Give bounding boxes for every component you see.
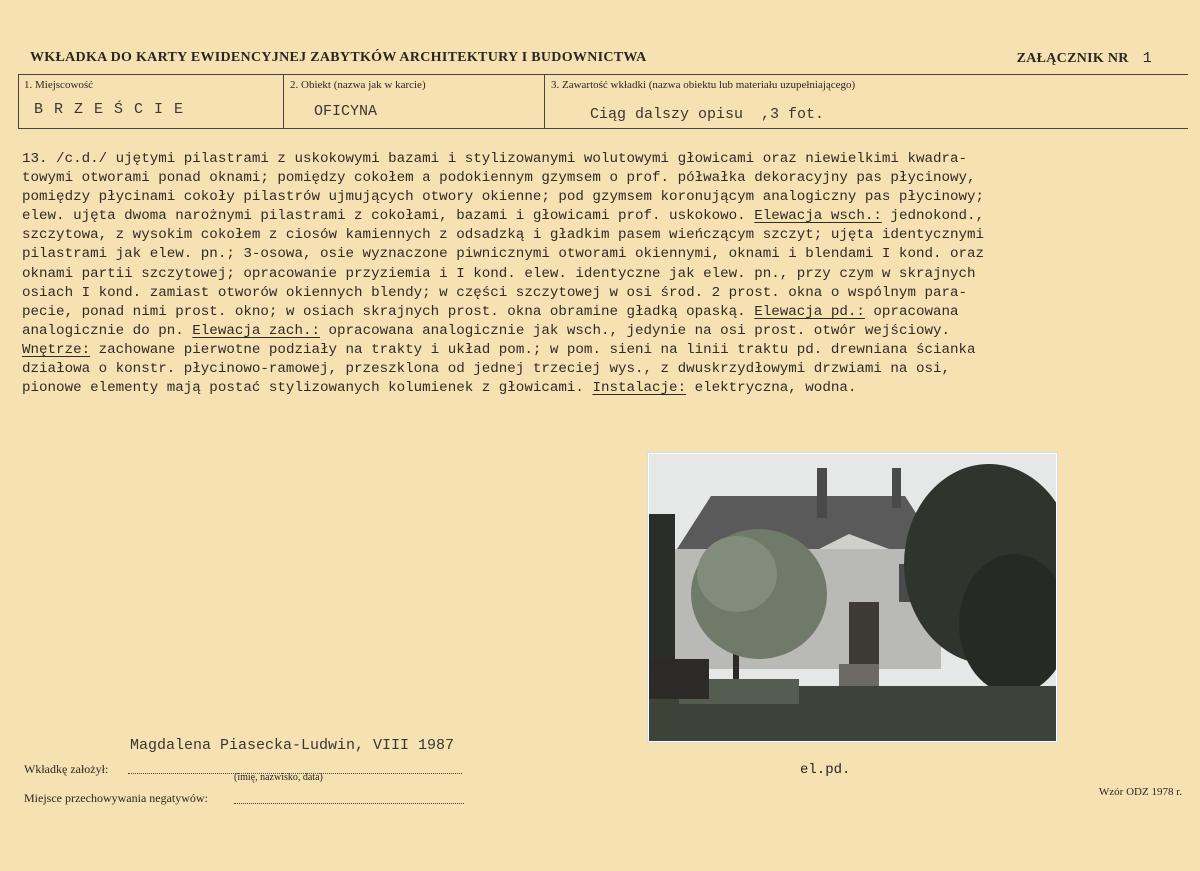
form-code: Wzór ODZ 1978 r. [1098, 786, 1182, 798]
locality-value: B R Z E Ś C I E [34, 101, 185, 118]
locality-label: 1. Miejscowość [24, 79, 94, 91]
building-photo [648, 453, 1057, 742]
author-signature: Magdalena Piasecka-Ludwin, VIII 1987 [130, 737, 455, 754]
negatives-label: Miejsce przechowywania negatywów: [24, 791, 208, 805]
heading-instalacje: Instalacje: [592, 380, 687, 397]
heading-elewacja-pd: Elewacja pd.: [754, 303, 865, 320]
heading-elewacja-zach: Elewacja zach.: [192, 322, 320, 339]
heading-wnetrze: Wnętrze: [22, 341, 91, 358]
negatives-line [234, 803, 464, 804]
description-text: 13. /c.d./ ujętymi pilastrami z uskokowymi bazami i stylizowanymi wolutowymi głowicami oraz niewielkimi kwadra- towymi otworami ponad oknami; pomiędzy cokołem a podokiennym gzymsem o prof. półwałka dekoracyjny pas płycinowy, pomiędzy płycinami cokoły pilastrów ujmujących otwory okienne; pod gzymsem koronującym analogiczny pas płycinowy; elew. ujęta dwoma narożnymi pilastrami z cokołami, bazami i głowicami prof. uskokowo. Elewacja wsch.: jednokond., szczytowa, z wysokim cokołem z ciosów kamiennych z odsadzką i gładkim pasem wieńczącym szczyt; ujęta identycznymi pilastrami jak elew. pn.; 3-osowa, osie wyznaczone piwnicznymi otworami okiennymi, oknami i blendami I kond. oraz oknami partii szczytowej; opracowanie przyziemia i I kond. elew. identyczne jak elew. pn., przy czym w skrajnych osiach I kond. zamiast otworów okiennych blendy; w części szczytowej w osi środ. 2 prost. okna o wspólnym para- pecie, ponad nimi prost. okno; w osiach skrajnych prost. okna obramine gładką opaską. Elewacja pd.: opracowana analogicznie do pn. Elewacja zach.: opracowana analogicznie jak wsch., jedynie na osi prost. otwór wejściowy. Wnętrze: zachowane pierwotne podziały na trakty i układ pom.; w pom. sieni na linii traktu pd. drewniana ścianka działowa o konstr. płycinowo-ramowej, przeszklona od jednej trzeciej wys., z dwuskrzydłowymi drzwiami na osi, pionowe elementy mają postać stylizowanych kolumienek z głowicami. Instalacje: elektryczna, wodna. [22, 151, 985, 397]
attachment-number [1017, 50, 1152, 67]
header-rule [18, 74, 1188, 75]
attachment-number-value: 1 [1142, 50, 1152, 67]
fields-rule [18, 128, 1188, 129]
attachment-label: ZAŁĄCZNIK NR [1016, 51, 1129, 66]
field-divider-1 [283, 74, 284, 128]
inserted-by-label: Wkładkę założył: [24, 762, 109, 776]
field-divider-left [18, 74, 19, 128]
field-divider-2 [544, 74, 545, 128]
content-value: Ciąg dalszy opisu ,3 fot. [590, 106, 825, 123]
inserted-by-hint: (imię, nazwisko, data) [234, 772, 323, 783]
photo-caption: el.pd. [800, 762, 851, 778]
object-value: OFICYNA [314, 103, 378, 120]
heading-elewacja-wsch: Elewacja wsch.: [754, 208, 882, 225]
content-label: 3. Zawartość wkładki (nazwa obiektu lub materiału uzupełniającego) [551, 79, 856, 91]
card-title: WKŁADKA DO KARTY EWIDENCYJNEJ ZABYTKÓW ARCHITEKTURY I BUDOWNICTWA [30, 50, 647, 65]
object-label: 2. Obiekt (nazwa jak w karcie) [290, 79, 426, 91]
